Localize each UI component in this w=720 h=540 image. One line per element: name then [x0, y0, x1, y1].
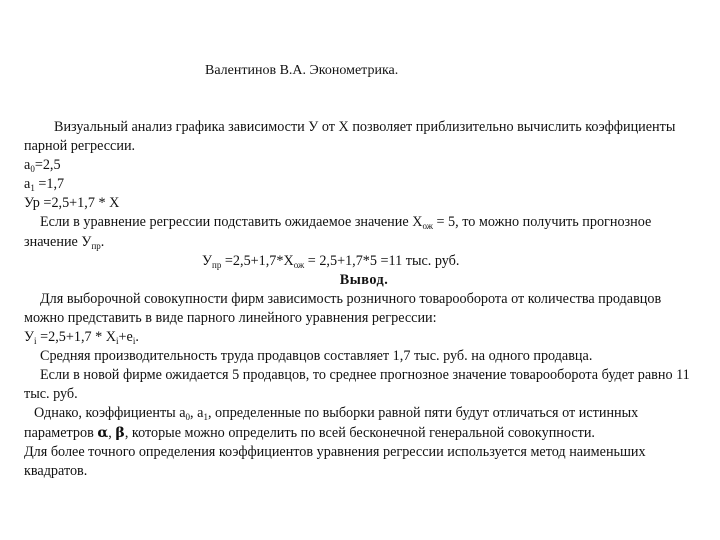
however-sub-0: 0: [185, 412, 191, 423]
a1-value: =1,7: [34, 176, 65, 193]
sample-regression-equation: [24, 328, 694, 347]
forecast-sub-1: ож: [422, 221, 433, 232]
alpha-symbol: α: [97, 424, 109, 441]
paragraph-forecast: [24, 213, 694, 251]
however-text-2: , a: [190, 405, 204, 422]
paragraph-however: [24, 404, 694, 442]
calc-sub-x: ож: [293, 259, 305, 270]
beta-symbol: β: [115, 424, 125, 441]
a1-subscript: 1: [30, 183, 35, 194]
calc-sub-y: пр: [212, 259, 222, 270]
eq-part-2: +e: [118, 329, 133, 346]
document-header: Валентинов В.А. Эконометрика.: [205, 63, 399, 78]
eq-y: У: [24, 329, 35, 346]
regression-equation: Ур =2,5+1,7 * Х: [24, 195, 120, 212]
a0-symbol: a: [24, 157, 31, 174]
forecast-text-2: = 5, то можно получить прогнозное значение У: [24, 214, 652, 250]
however-text-3: , определенные по выборки равной пяти будут отличаться от истинных параметров: [24, 405, 639, 441]
coefficient-a0: [24, 156, 694, 175]
however-text-4: , которые можно определить по всей бесконечной генеральной совокупности.: [124, 424, 595, 441]
however-comma: ,: [108, 424, 116, 441]
calc-y: У: [202, 252, 213, 269]
coefficient-a1: [24, 175, 694, 194]
a0-value: =2,5: [34, 157, 61, 174]
however-text-1: Однако, коэффициенты a: [34, 405, 186, 422]
forecast-calculation: [24, 252, 694, 271]
paragraph-productivity: Средняя производительность труда продавцов составляет 1,7 тыс. руб. на одного продавца.: [40, 348, 593, 365]
eq-sub-i-3: i: [132, 336, 136, 347]
calc-part-2: = 2,5+1,7*5 =11 тыс. руб.: [304, 252, 460, 269]
eq-sub-i-1: i: [34, 336, 37, 347]
eq-sub-i-2: i: [116, 336, 119, 347]
conclusion-title: Вывод.: [339, 271, 389, 288]
forecast-text-3: .: [100, 233, 105, 250]
a1-symbol: a: [24, 176, 31, 193]
document-body: [24, 118, 694, 481]
calc-part-1: =2,5+1,7*Х: [221, 252, 294, 269]
forecast-sub-2: пр: [91, 240, 101, 251]
however-sub-1: 1: [203, 412, 208, 423]
paragraph-conclusion: Для выборочной совокупности фирм зависимость розничного товарооборота от количества продавцов можно представить в виде парного линейного уравнения регрессии:: [24, 290, 662, 326]
eq-part-1: =2,5+1,7 * Х: [36, 329, 117, 346]
paragraph-visual-analysis: Визуальный анализ графика зависимости У от Х позволяет приблизительно вычислить коэффициенты парной регрессии.: [24, 119, 676, 155]
paragraph-new-firm: Если в новой фирме ожидается 5 продавцов, то среднее прогнозное значение товарооборота будет равно 11 тыс. руб.: [24, 367, 690, 403]
forecast-text-1: Если в уравнение регрессии подставить ожидаемое значение Х: [40, 214, 423, 231]
a0-subscript: 0: [30, 164, 35, 175]
eq-end: .: [135, 329, 139, 346]
paragraph-least-squares: Для более точного определения коэффициентов уравнения регрессии используется метод наименьших квадратов.: [24, 443, 646, 479]
